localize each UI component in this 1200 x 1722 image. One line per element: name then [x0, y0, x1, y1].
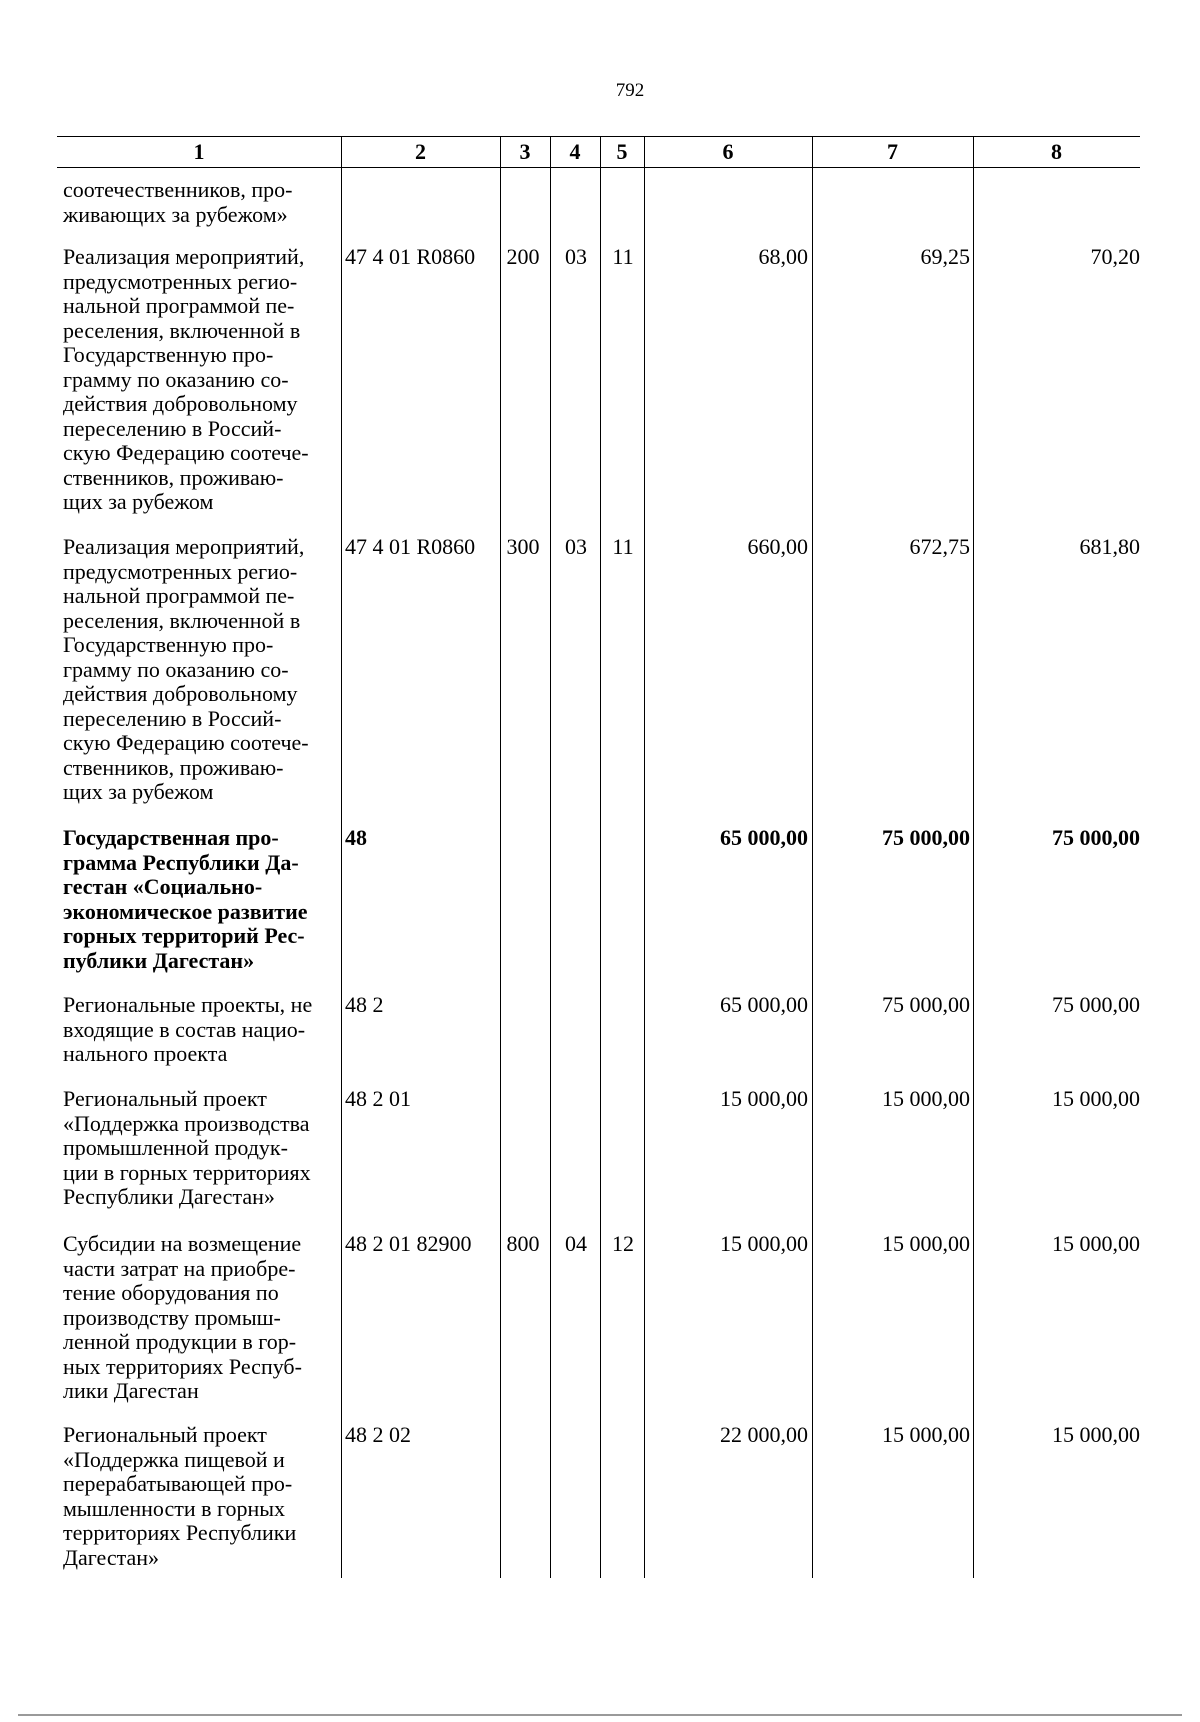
column-divider	[550, 136, 551, 1578]
row-col-4: 03	[565, 244, 587, 269]
page-number: 792	[615, 80, 645, 101]
column-divider	[812, 136, 813, 1578]
header-col-5: 5	[616, 139, 628, 164]
row-name: Региональные проекты, не входящие в состав нацио- нального проекта	[63, 992, 313, 1066]
header-col-6: 6	[722, 139, 734, 164]
row-col-4: 03	[565, 534, 587, 559]
row-name: Реализация мероприятий, предусмотренных регио- нальной программой пе- реселения, включенной в Государственную про- грамму по оказанию со- действия добровольному переселению в Россий- скую Федерацию соотече- ственников, проживаю- щих за рубежом	[63, 534, 309, 804]
row-col-5: 11	[612, 244, 634, 269]
row-value-6: 65 000,00	[720, 992, 808, 1017]
row-name: Региональный проект «Поддержка пищевой и перерабатывающей про- мышленности в горных территориях Республики Дагестан»	[63, 1422, 297, 1570]
row-code: 48	[345, 825, 367, 850]
column-divider	[973, 136, 974, 1578]
row-value-6: 68,00	[758, 244, 808, 269]
row-name: Государственная про- грамма Республики Да- гестан «Социально- экономическое развитие горных территорий Рес- публики Дагестан»	[63, 825, 308, 973]
row-value-7: 672,75	[909, 534, 970, 559]
table-header-border	[57, 167, 1140, 168]
row-value-8: 15 000,00	[1052, 1086, 1140, 1111]
row-value-6: 660,00	[747, 534, 808, 559]
row-code: 47 4 01 R0860	[345, 244, 476, 269]
row-value-6: 65 000,00	[720, 825, 808, 850]
row-value-7: 75 000,00	[882, 992, 970, 1017]
row-value-7: 75 000,00	[882, 825, 970, 850]
row-value-6: 22 000,00	[720, 1422, 808, 1447]
row-code: 48 2 01	[345, 1086, 411, 1111]
table-top-border	[57, 136, 1140, 137]
row-code: 48 2 02	[345, 1422, 411, 1447]
row-col-5: 12	[612, 1231, 634, 1256]
column-divider	[644, 136, 645, 1578]
row-col-3: 200	[506, 244, 540, 269]
header-col-3: 3	[519, 139, 531, 164]
row-code: 48 2 01 82900	[345, 1231, 472, 1256]
row-name: соотечественников, про- живающих за рубежом»	[63, 177, 293, 227]
row-value-8: 15 000,00	[1052, 1422, 1140, 1447]
row-value-8: 75 000,00	[1052, 992, 1140, 1017]
column-divider	[600, 136, 601, 1578]
row-col-3: 300	[506, 534, 540, 559]
row-value-6: 15 000,00	[720, 1231, 808, 1256]
scan-edge-line	[18, 1714, 1182, 1716]
header-col-1: 1	[193, 139, 205, 164]
row-value-7: 15 000,00	[882, 1231, 970, 1256]
row-value-8: 75 000,00	[1052, 825, 1140, 850]
row-col-4: 04	[565, 1231, 587, 1256]
row-name: Субсидии на возмещение части затрат на приобре- тение оборудования по производству промыш- ленной продукции в гор- ных территориях Респуб- лики Дагестан	[63, 1231, 302, 1403]
row-value-7: 15 000,00	[882, 1422, 970, 1447]
header-col-2: 2	[415, 139, 426, 164]
header-col-8: 8	[1051, 139, 1062, 164]
header-col-7: 7	[887, 139, 898, 164]
row-value-7: 69,25	[920, 244, 970, 269]
row-value-6: 15 000,00	[720, 1086, 808, 1111]
row-name: Региональный проект «Поддержка производства промышленной продук- ции в горных территориях Республики Дагестан»	[63, 1086, 311, 1209]
row-name: Реализация мероприятий, предусмотренных регио- нальной программой пе- реселения, включенной в Государственную про- грамму по оказанию со- действия добровольному переселению в Россий- скую Федерацию соотече- ственников, проживаю- щих за рубежом	[63, 244, 309, 514]
row-col-3: 800	[506, 1231, 540, 1256]
row-value-8: 681,80	[1079, 534, 1140, 559]
row-value-8: 70,20	[1090, 244, 1140, 269]
row-col-5: 11	[612, 534, 634, 559]
row-value-7: 15 000,00	[882, 1086, 970, 1111]
header-col-4: 4	[569, 139, 581, 164]
row-code: 47 4 01 R0860	[345, 534, 476, 559]
row-code: 48 2	[345, 992, 384, 1017]
row-value-8: 15 000,00	[1052, 1231, 1140, 1256]
column-divider	[500, 136, 501, 1578]
